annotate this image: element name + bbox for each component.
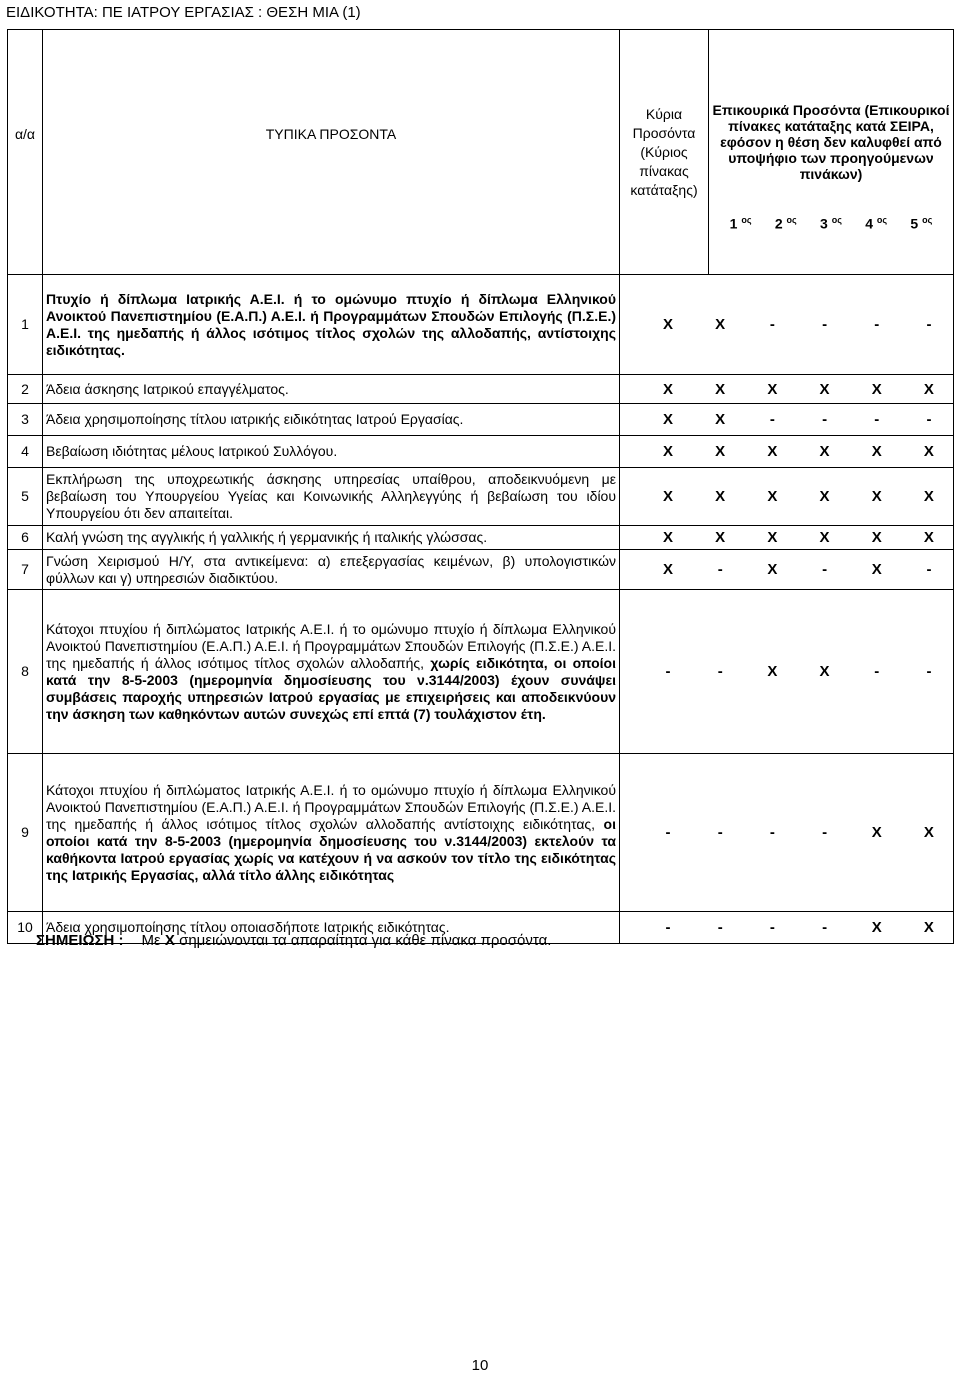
mark-cell: Χ (819, 443, 830, 460)
mark-cell: - (874, 316, 880, 333)
mark-cell: Χ (662, 411, 673, 428)
row-marks (620, 912, 954, 944)
row-text: Εκπλήρωση της υποχρεωτικής άσκησης υπηρεσίας υπαίθρου, αποδεικνυόμενη με βεβαίωση του Υπουργείου Υγείας και Κοινωνικής Αλληλεγγύης ή βεβαίωση του ιδίου Υπουργείου ότι δεν απαιτείται. (43, 468, 620, 526)
row-marks (620, 468, 954, 526)
mark-cell: - (769, 824, 775, 841)
row-text: Κάτοχοι πτυχίου ή διπλώματος Ιατρικής Α.Ε.Ι. ή το ομώνυμο πτυχίο ή δίπλωμα Ελληνικού Ανοικτού Πανεπιστημίου (Ε.Α.Π.) Α.Ε.Ι. ή Προγραμμάτων Σπουδών Επιλογής (Π.Σ.Ε.) Α.Ε.Ι. της ημεδαπής ή άλλος ισότιμος τίτλος σχολών αλλοδαπής αντίστοιχης ειδικότητας, οι οποίοι κατά την 8-5-2003 (ημερομηνία δημοσίευσης του ν.3144/2003) εκτελούν τα καθήκοντα Ιατρού εργασίας χωρίς να κατέχουν ή να ασκούν τον τίτλο της ειδικότητας της Ιατρικής Εργασίας, αλλά τίτλο άλλης ειδικότητας (43, 754, 620, 912)
row-number: 6 (8, 526, 43, 550)
row-marks (620, 436, 954, 468)
mark-cell: Χ (819, 663, 830, 680)
header-epikourika (709, 30, 954, 275)
row-text: Κάτοχοι πτυχίου ή διπλώματος Ιατρικής Α.Ε.Ι. ή το ομώνυμο πτυχίο ή δίπλωμα Ελληνικού Ανοικτού Πανεπιστημίου (Ε.Α.Π.) Α.Ε.Ι. ή Προγραμμάτων Σπουδών Επιλογής (Π.Σ.Ε.) Α.Ε.Ι. της ημεδαπής ή άλλος ισότιμος τίτλος σχολών αλλοδαπής, χωρίς ειδικότητα, οι οποίοι κατά την 8-5-2003 (ημερομηνία δημοσίευσης του ν.3144/2003) έχουν συνάψει συμβάσεις παροχής υπηρεσιών Ιατρού εργασίας με επιχειρήσεις και αποδεικνύουν την άσκηση των καθηκόντων αυτών συνεχώς επί επτά (7) τουλάχιστον έτη. (43, 590, 620, 754)
mark-cell: - (822, 316, 828, 333)
row-marks (620, 375, 954, 404)
mark-cell: Χ (662, 380, 673, 398)
mark-cell: Χ (662, 488, 673, 505)
mark-cell: - (717, 919, 723, 936)
mark-cell: - (822, 411, 828, 428)
ordinal-2: 2 $^{o\varsigma}$ (774, 214, 797, 232)
row-marks (620, 590, 954, 754)
note-text-bold: Χ (164, 932, 175, 949)
mark-cell: - (874, 411, 880, 428)
row-text: Γνώση Χειρισμού Η/Υ, στα αντικείμενα: α) επεξεργασίας κειμένων, β) υπολογιστικών φύλλων και γ) υπηρεσιών διαδικτύου. (43, 550, 620, 590)
mark-cell: - (822, 919, 828, 936)
table-row (8, 468, 954, 526)
mark-cell: - (822, 824, 828, 841)
mark-cell: Χ (871, 443, 882, 460)
row-marks (620, 275, 954, 375)
mark-cell: - (769, 919, 775, 936)
mark-cell: - (822, 561, 828, 578)
mark-cell: Χ (715, 488, 726, 505)
page-heading: ΕΙΔΙΚΟΤΗΤΑ: ΠΕ ΙΑΤΡΟΥ ΕΡΓΑΣΙΑΣ : ΘΕΣΗ ΜΙΑ (1) (6, 4, 361, 21)
mark-cell: Χ (819, 488, 830, 505)
mark-cell: Χ (767, 561, 778, 578)
row-text: Άδεια άσκησης Ιατρικού επαγγέλματος. (43, 375, 620, 404)
row-text: Άδεια χρησιμοποίησης τίτλου ιατρικής ειδικότητας Ιατρού Εργασίας. (43, 404, 620, 436)
mark-cell: Χ (715, 380, 726, 398)
mark-cell: - (665, 919, 671, 936)
mark-cell: - (926, 561, 932, 578)
mark-cell: - (665, 824, 671, 841)
mark-cell: - (717, 663, 723, 680)
table-row (8, 404, 954, 436)
note-label: ΣΗΜΕΙΩΣΗ : (36, 932, 124, 949)
mark-cell: - (717, 824, 723, 841)
mark-cell: Χ (767, 488, 778, 505)
mark-cell: Χ (819, 529, 830, 546)
table-row (8, 590, 954, 754)
mark-cell: Χ (715, 411, 726, 428)
mark-cell: - (926, 663, 932, 680)
mark-cell: Χ (662, 561, 673, 578)
row-marks (620, 550, 954, 590)
mark-cell: Χ (923, 488, 934, 505)
row-text: Άδεια χρησιμοποίησης τίτλου οποιασδήποτε Ιατρικής ειδικότητας. (43, 912, 620, 944)
mark-cell: - (926, 316, 932, 333)
row-number: 8 (8, 590, 43, 754)
mark-cell: Χ (923, 443, 934, 460)
mark-cell: Χ (662, 529, 673, 546)
mark-cell: - (665, 663, 671, 680)
row-text: Καλή γνώση της αγγλικής ή γαλλικής ή γερμανικής ή ιταλικής γλώσσας. (43, 526, 620, 550)
ordinal-4: 4 $^{o\varsigma}$ (865, 214, 888, 232)
row-number: 3 (8, 404, 43, 436)
row-marks (620, 526, 954, 550)
header-kyria: Κύρια Προσόντα (Κύριος πίνακας κατάταξης) (620, 30, 709, 275)
mark-cell: - (717, 561, 723, 578)
table-row (8, 754, 954, 912)
note-text-post: σημειώνονται τα απαραίτητα για κάθε πίνακα προσόντα. (174, 932, 552, 949)
mark-cell: Χ (871, 561, 882, 578)
row-number: 4 (8, 436, 43, 468)
row-number: 7 (8, 550, 43, 590)
row-number: 10 (8, 912, 43, 944)
header-ordinals (712, 212, 950, 233)
mark-cell: Χ (715, 529, 726, 546)
ordinal-1: 1 $^{o\varsigma}$ (729, 214, 752, 232)
mark-cell: Χ (871, 919, 882, 936)
header-epikourika-title: Επικουρικά Προσόντα (Επικουρικοί πίνακες κατάταξης κατά ΣΕΙΡΑ, εφόσον η θέση δεν καλυφθεί από υποψήφιο των προηγούμενων πινάκων) (712, 101, 950, 182)
row-number: 1 (8, 275, 43, 375)
mark-cell: Χ (871, 529, 882, 546)
mark-cell: Χ (923, 824, 934, 841)
table-row (8, 275, 954, 375)
table-row (8, 550, 954, 590)
mark-cell: Χ (871, 488, 882, 505)
note (36, 932, 551, 949)
mark-cell: Χ (923, 380, 934, 398)
row-marks (620, 404, 954, 436)
table-row (8, 526, 954, 550)
mark-cell: Χ (662, 443, 673, 460)
ordinal-5: 5 $^{o\varsigma}$ (910, 214, 933, 232)
page-number: 10 (471, 1357, 489, 1374)
table-header-row (8, 30, 954, 275)
row-number: 2 (8, 375, 43, 404)
mark-cell: Χ (767, 529, 778, 546)
row-number: 9 (8, 754, 43, 912)
mark-cell: Χ (871, 380, 882, 398)
header-aa: α/α (8, 30, 43, 275)
table-row (8, 375, 954, 404)
row-marks (620, 754, 954, 912)
note-text-pre: Με (141, 932, 165, 949)
mark-cell: Χ (715, 443, 726, 460)
qualifications-table (7, 29, 954, 944)
mark-cell: Χ (923, 529, 934, 546)
ordinal-3: 3 $^{o\varsigma}$ (820, 214, 842, 232)
mark-cell: Χ (871, 824, 882, 841)
table-body (8, 275, 954, 944)
mark-cell: - (769, 411, 775, 428)
header-typika: ΤΥΠΙΚΑ ΠΡΟΣΟΝΤΑ (43, 30, 620, 275)
mark-cell: - (769, 316, 775, 333)
row-number: 5 (8, 468, 43, 526)
mark-cell: Χ (923, 919, 934, 936)
row-text: Πτυχίο ή δίπλωμα Ιατρικής Α.Ε.Ι. ή το ομώνυμο πτυχίο ή δίπλωμα Ελληνικού Ανοικτού Πανεπιστημίου (Ε.Α.Π.) Α.Ε.Ι. ή Προγραμμάτων Σπουδών Επιλογής (Π.Σ.Ε.) Α.Ε.Ι. της ημεδαπής ή άλλος ισότιμος τίτλος σχολών της αλλοδαπής, αντίστοιχης ειδικότητας. (43, 275, 620, 375)
table-row (8, 436, 954, 468)
mark-cell: Χ (767, 443, 778, 460)
mark-cell: Χ (767, 380, 778, 398)
mark-cell: Χ (819, 380, 830, 398)
mark-cell: - (874, 663, 880, 680)
mark-cell: - (926, 411, 932, 428)
mark-cell: Χ (662, 316, 673, 333)
mark-cell: Χ (715, 316, 726, 333)
row-text: Βεβαίωση ιδιότητας μέλους Ιατρικού Συλλόγου. (43, 436, 620, 468)
mark-cell: Χ (767, 663, 778, 680)
